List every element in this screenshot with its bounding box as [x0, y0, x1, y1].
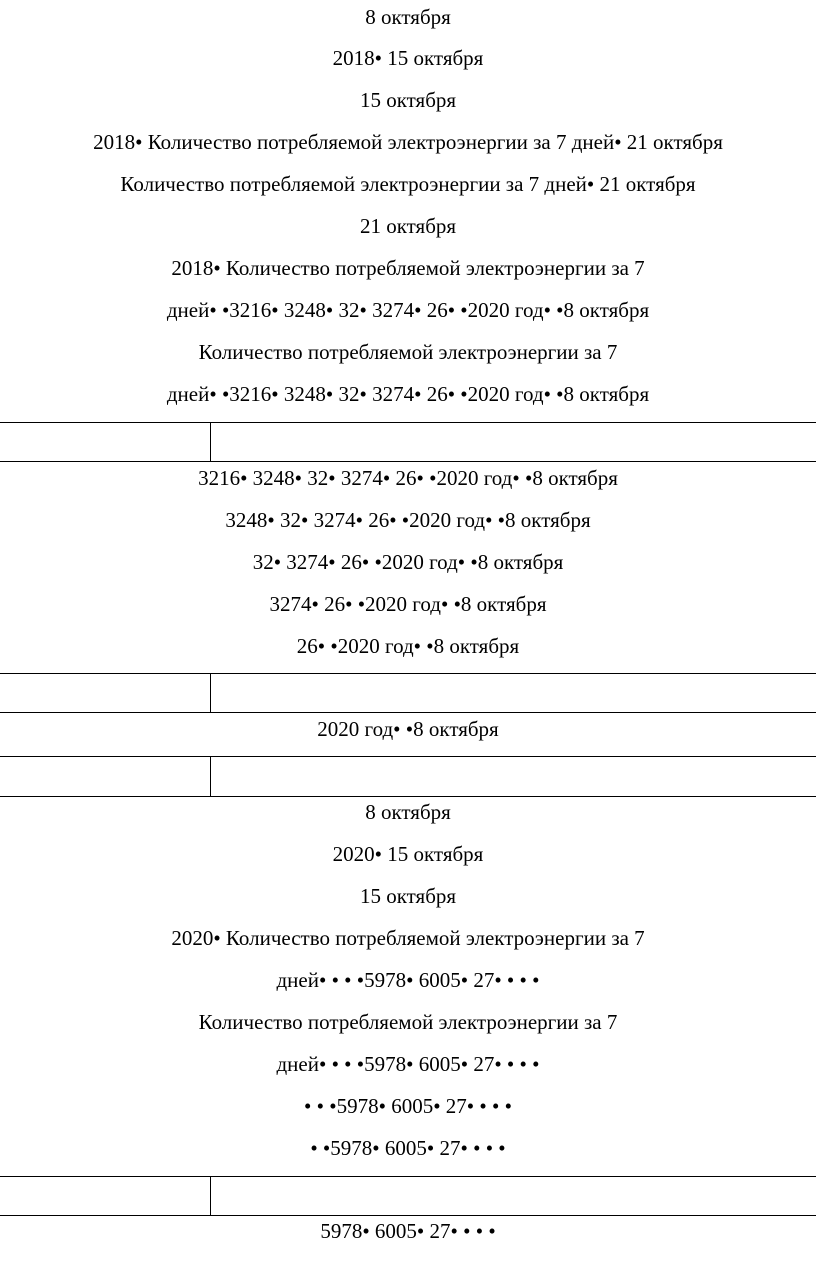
- text-line: 8 октября: [365, 800, 451, 824]
- text-line: 2018• Количество потребляемой электроэнергии за 7 дней• 21 октября: [93, 130, 723, 154]
- text-line: 15 октября: [359, 88, 457, 112]
- table-border: [0, 712, 816, 713]
- text-line: 3248• 32• 3274• 26• •2020 год• •8 октября: [225, 508, 591, 532]
- text-line: 15 октября: [359, 884, 457, 908]
- table-border: [0, 796, 816, 797]
- text-line: 3216• 3248• 32• 3274• 26• •2020 год• •8 октября: [198, 466, 618, 490]
- text-line: 2020• Количество потребляемой электроэнергии за 7: [171, 926, 645, 950]
- text-line: 2020 год• •8 октября: [317, 717, 499, 741]
- text-line: 32• 3274• 26• •2020 год• •8 октября: [252, 550, 564, 574]
- text-line: 2018• Количество потребляемой электроэнергии за 7: [171, 256, 645, 280]
- text-line: дней• • • •5978• 6005• 27• • • •: [276, 968, 540, 992]
- text-line: дней• •3216• 3248• 32• 3274• 26• •2020 год• •8 октября: [166, 382, 650, 406]
- text-line: 2020• 15 октября: [332, 842, 484, 866]
- text-line: 2018• 15 октября: [332, 46, 484, 70]
- text-line: 5978• 6005• 27• • • •: [320, 1219, 496, 1243]
- text-line: дней• • • •5978• 6005• 27• • • •: [276, 1052, 540, 1076]
- text-line: Количество потребляемой электроэнергии за 7: [198, 340, 618, 364]
- text-line: 8 октября: [365, 5, 451, 29]
- text-line: 21 октября: [359, 214, 457, 238]
- table-border: [0, 422, 816, 423]
- table-cell-divider: [210, 1176, 211, 1215]
- text-line: 26• •2020 год• •8 октября: [296, 634, 520, 658]
- text-line: Количество потребляемой электроэнергии за 7: [198, 1010, 618, 1034]
- table-border: [0, 461, 816, 462]
- text-line: • •5978• 6005• 27• • • •: [310, 1136, 506, 1160]
- table-border: [0, 1176, 816, 1177]
- text-line: 3274• 26• •2020 год• •8 октября: [269, 592, 547, 616]
- text-line: • • •5978• 6005• 27• • • •: [304, 1094, 512, 1118]
- table-cell-divider: [210, 673, 211, 712]
- text-line: Количество потребляемой электроэнергии за 7 дней• 21 октября: [120, 172, 696, 196]
- table-cell-divider: [210, 756, 211, 796]
- table-border: [0, 1215, 816, 1216]
- table-border: [0, 673, 816, 674]
- table-border: [0, 756, 816, 757]
- text-line: дней• •3216• 3248• 32• 3274• 26• •2020 год• •8 октября: [166, 298, 650, 322]
- table-cell-divider: [210, 422, 211, 461]
